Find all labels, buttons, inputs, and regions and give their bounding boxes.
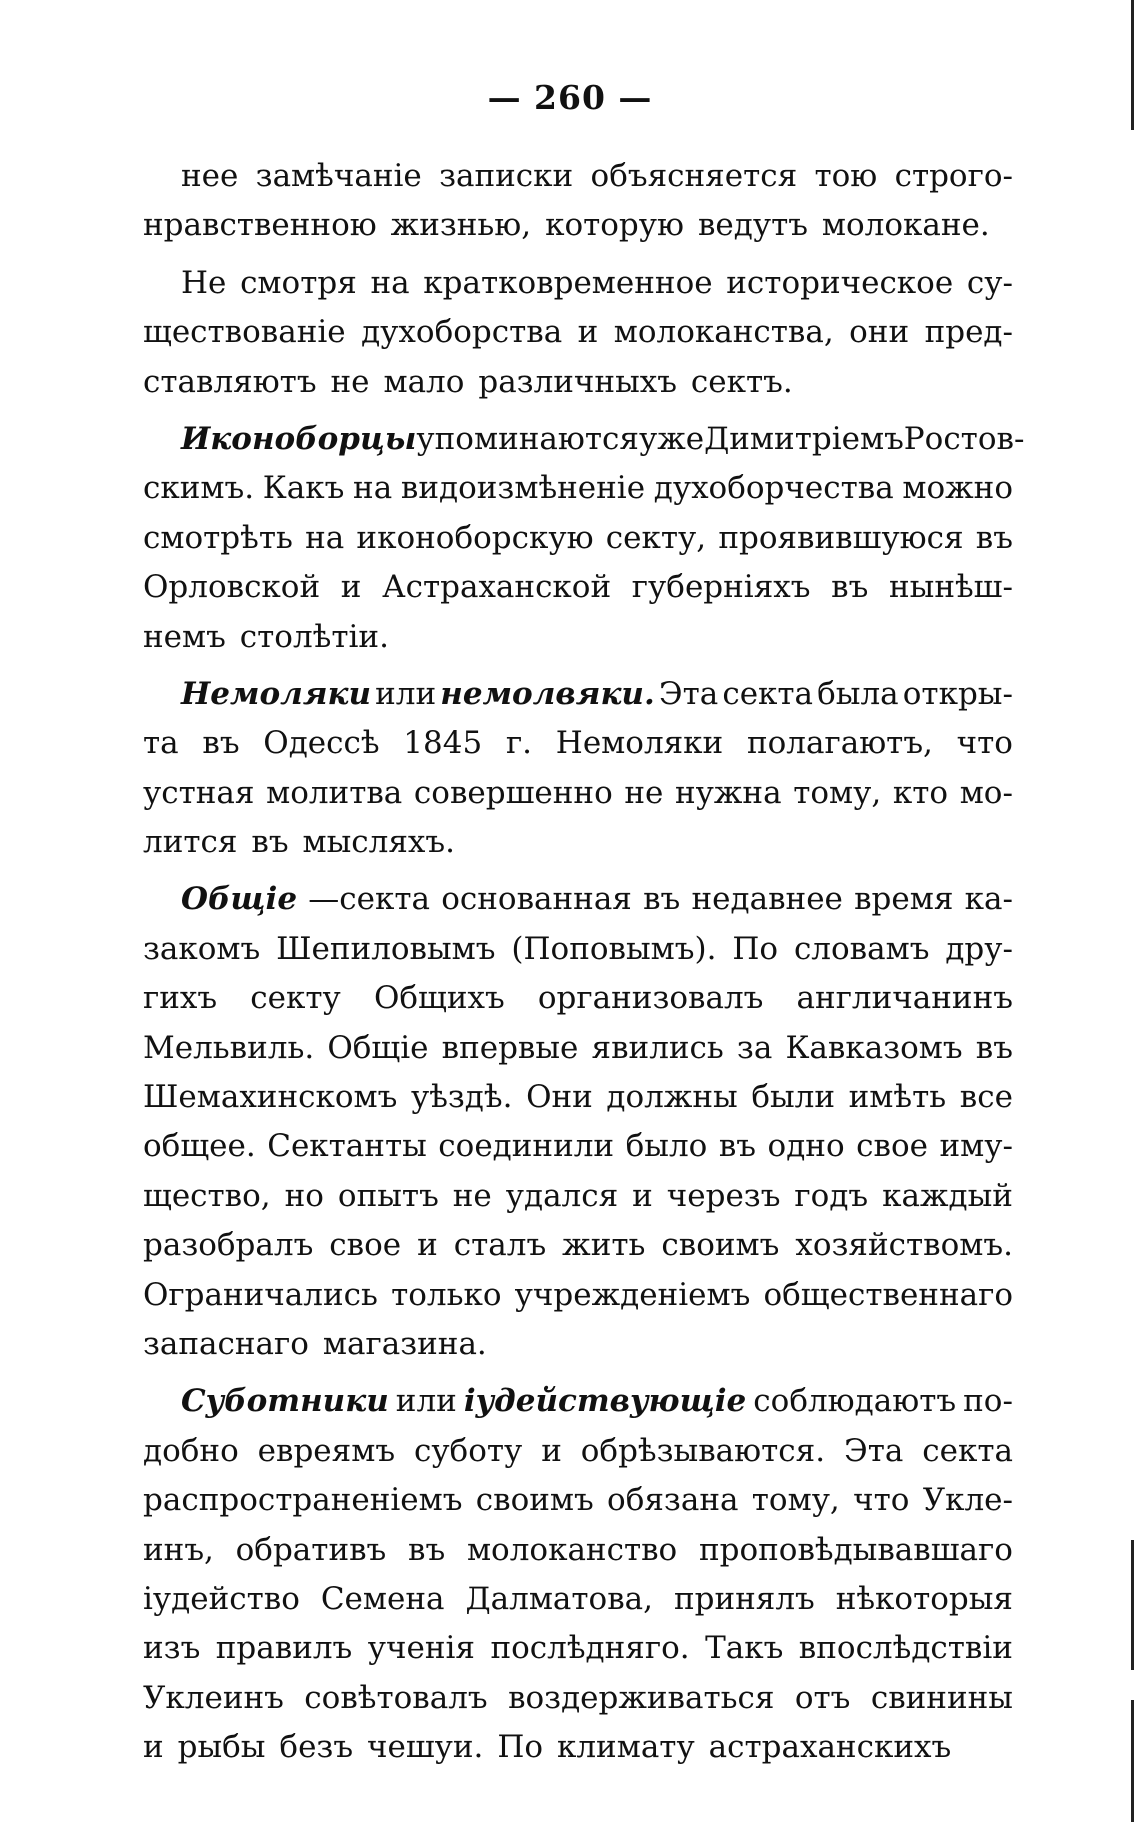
word: Одессѣ bbox=[263, 725, 380, 762]
word: не bbox=[330, 363, 370, 400]
text-line bbox=[143, 1271, 1013, 1320]
word: общественнаго bbox=[763, 1276, 1013, 1313]
word: Общіе bbox=[327, 1029, 429, 1066]
word: учрежденіемъ bbox=[514, 1276, 751, 1313]
word: организовалъ bbox=[537, 980, 764, 1017]
word: мало bbox=[383, 363, 465, 400]
word: духоборства bbox=[361, 314, 563, 351]
word: молитва bbox=[266, 774, 403, 811]
word: должны bbox=[606, 1079, 738, 1116]
word: ведутъ bbox=[697, 207, 808, 244]
word: молокане. bbox=[821, 207, 990, 244]
word: смотрѣть bbox=[143, 519, 293, 556]
word: годъ bbox=[794, 1177, 869, 1214]
word: секту, bbox=[605, 519, 707, 556]
text-line bbox=[143, 818, 1013, 867]
text-line bbox=[143, 925, 1013, 974]
word: совѣтовалъ bbox=[304, 1679, 488, 1716]
word: была bbox=[817, 675, 899, 712]
word: одно bbox=[767, 1128, 845, 1165]
word: Мельвиль. bbox=[143, 1029, 315, 1066]
word: въ bbox=[202, 725, 240, 762]
word: 1845 bbox=[403, 725, 483, 762]
word: въ bbox=[643, 881, 681, 918]
emphasized-term: Общіе bbox=[181, 881, 298, 918]
word: рыбы bbox=[177, 1729, 266, 1766]
word: послѣдняго. bbox=[490, 1630, 690, 1667]
text-line bbox=[143, 152, 1013, 201]
word: что bbox=[956, 725, 1013, 762]
word: принялъ bbox=[673, 1580, 815, 1617]
word: гихъ bbox=[143, 980, 218, 1017]
scan-edge-mark bbox=[1131, 0, 1134, 130]
word: ществованіе bbox=[143, 314, 346, 351]
word: было bbox=[625, 1128, 708, 1165]
word: которую bbox=[545, 207, 685, 244]
word: записки bbox=[439, 158, 574, 194]
word: Эта bbox=[843, 1432, 904, 1469]
word: имѣть bbox=[848, 1079, 947, 1116]
word: впослѣдствіи bbox=[798, 1630, 1013, 1667]
word: замѣчаніе bbox=[255, 158, 422, 194]
word: Эта bbox=[658, 675, 719, 712]
word: нужна bbox=[675, 774, 782, 811]
word: каждый bbox=[882, 1177, 1013, 1214]
word: Ростов- bbox=[903, 420, 1025, 457]
word: разобралъ bbox=[143, 1227, 314, 1264]
word: ученія bbox=[367, 1630, 475, 1667]
word: Кавказомъ bbox=[785, 1029, 963, 1066]
word: Семена bbox=[320, 1580, 445, 1617]
text-line bbox=[143, 1172, 1013, 1221]
word: въ bbox=[975, 519, 1013, 556]
word: Шемахинскомъ bbox=[143, 1079, 398, 1116]
text-line bbox=[143, 308, 1013, 357]
word: воздерживаться bbox=[508, 1679, 775, 1716]
word: уѣздѣ. bbox=[410, 1079, 513, 1116]
emphasized-term: немолвяки. bbox=[440, 675, 655, 712]
paragraph bbox=[143, 259, 1013, 407]
paragraph bbox=[143, 152, 1013, 251]
paragraph bbox=[143, 875, 1013, 1369]
word: откры- bbox=[902, 675, 1013, 712]
word: или bbox=[375, 675, 437, 712]
word: су- bbox=[966, 264, 1013, 301]
word: можно bbox=[902, 470, 1013, 507]
word: нее bbox=[181, 158, 239, 194]
word: тому, bbox=[793, 774, 882, 811]
word: недавнее bbox=[691, 881, 843, 918]
word: безъ bbox=[279, 1729, 354, 1766]
word: Такъ bbox=[705, 1630, 784, 1667]
word: астраханскихъ bbox=[708, 1729, 952, 1766]
word: за bbox=[736, 1029, 773, 1066]
word: Укле- bbox=[922, 1482, 1013, 1519]
word: г. bbox=[505, 725, 533, 762]
word: ставляютъ bbox=[143, 363, 317, 400]
paragraph bbox=[143, 1377, 1013, 1772]
word: духоборчества bbox=[653, 470, 894, 507]
word: на bbox=[353, 470, 393, 507]
word: щество, bbox=[143, 1177, 271, 1214]
word: въ bbox=[251, 824, 289, 861]
word: черезъ bbox=[666, 1177, 781, 1214]
text-line bbox=[143, 974, 1013, 1023]
word: іудейство bbox=[143, 1580, 300, 1617]
word: свинины bbox=[870, 1679, 1013, 1716]
text-line bbox=[143, 1320, 1013, 1369]
word: (Поповымъ). bbox=[511, 930, 717, 967]
word: сектъ. bbox=[690, 363, 793, 400]
text-line bbox=[143, 514, 1013, 563]
word: ка- bbox=[964, 881, 1013, 918]
word: Астраханской bbox=[382, 569, 612, 606]
word: только bbox=[391, 1276, 502, 1313]
word: нравственною bbox=[143, 207, 377, 244]
word: въ bbox=[408, 1531, 446, 1568]
text-line bbox=[143, 613, 1013, 662]
word: въ bbox=[831, 569, 869, 606]
word: проявившуюся bbox=[718, 519, 964, 556]
word: климату bbox=[556, 1729, 695, 1766]
word: свое bbox=[329, 1227, 402, 1264]
word: Далматова, bbox=[465, 1580, 654, 1617]
word: строго- bbox=[894, 158, 1013, 194]
text-line bbox=[143, 1674, 1013, 1723]
word: жизнью, bbox=[390, 207, 532, 244]
word: инъ, bbox=[143, 1531, 214, 1568]
page-body bbox=[143, 152, 1025, 1781]
word: историческое bbox=[726, 264, 954, 301]
text-line bbox=[143, 1476, 1013, 1525]
word: были bbox=[751, 1079, 836, 1116]
text-line bbox=[143, 670, 1013, 719]
word: Ограничались bbox=[143, 1276, 378, 1313]
word: иму- bbox=[939, 1128, 1013, 1165]
word: явились bbox=[591, 1029, 724, 1066]
word: по- bbox=[963, 1383, 1013, 1420]
text-line bbox=[143, 1427, 1013, 1476]
word: на bbox=[305, 519, 345, 556]
word: нынѣш- bbox=[888, 569, 1013, 606]
word: столѣтіи. bbox=[239, 618, 389, 655]
word: Немоляки bbox=[555, 725, 724, 762]
word: не bbox=[452, 1177, 492, 1214]
word: лится bbox=[143, 824, 238, 861]
word: правилъ bbox=[215, 1630, 353, 1667]
text-line bbox=[143, 1122, 1013, 1171]
word: проповѣдывавшаго bbox=[698, 1531, 1013, 1568]
word: Сектанты bbox=[267, 1128, 427, 1165]
word: въ bbox=[718, 1128, 757, 1165]
word: закомъ bbox=[143, 930, 261, 967]
word: запаснаго bbox=[143, 1325, 309, 1362]
word: видоизмѣненіе bbox=[400, 470, 646, 507]
word: уже bbox=[638, 420, 705, 457]
word: суботу bbox=[413, 1432, 523, 1469]
word: молоканство bbox=[466, 1531, 678, 1568]
word: словамъ bbox=[793, 930, 930, 967]
word: По bbox=[497, 1729, 544, 1766]
word: опытъ bbox=[337, 1177, 439, 1214]
text-line bbox=[143, 1575, 1013, 1624]
text-line bbox=[143, 415, 1025, 464]
word: обративъ bbox=[235, 1531, 387, 1568]
emphasized-term: іудействующіе bbox=[463, 1383, 747, 1420]
word: все bbox=[959, 1079, 1013, 1116]
word: тою bbox=[814, 158, 878, 194]
word: и bbox=[577, 314, 599, 351]
text-line bbox=[143, 1526, 1013, 1575]
word: губерніяхъ bbox=[631, 569, 811, 606]
word: англичанинъ bbox=[796, 980, 1013, 1017]
paragraph bbox=[143, 670, 1013, 868]
word: Какъ bbox=[262, 470, 345, 507]
paragraph bbox=[143, 415, 1025, 662]
word: хозяйствомъ. bbox=[795, 1227, 1013, 1264]
text-line bbox=[143, 875, 1013, 924]
word: сталъ bbox=[453, 1227, 547, 1264]
text-line bbox=[143, 563, 1013, 612]
word: магазина. bbox=[322, 1325, 487, 1362]
word: пред- bbox=[924, 314, 1013, 351]
word: скимъ. bbox=[143, 470, 255, 507]
word: По bbox=[732, 930, 779, 967]
word: секта bbox=[722, 675, 814, 712]
text-line bbox=[143, 259, 1013, 308]
word: дру- bbox=[945, 930, 1013, 967]
emphasized-term: Суботники bbox=[181, 1383, 389, 1420]
text-line bbox=[143, 358, 1013, 407]
word: свое bbox=[856, 1128, 928, 1165]
word: чешуи. bbox=[366, 1729, 484, 1766]
word: своимъ bbox=[475, 1482, 594, 1519]
word: соединили bbox=[438, 1128, 615, 1165]
text-line bbox=[143, 769, 1013, 818]
word: различныхъ bbox=[478, 363, 677, 400]
word: время bbox=[854, 881, 954, 918]
text-line bbox=[143, 1377, 1013, 1426]
word: полагаютъ, bbox=[746, 725, 933, 762]
word: секта bbox=[922, 1432, 1013, 1469]
word: и bbox=[143, 1729, 164, 1766]
word: и bbox=[541, 1432, 562, 1469]
word: мысляхъ. bbox=[302, 824, 455, 861]
word: своимъ bbox=[661, 1227, 780, 1264]
emphasized-term: Иконоборцы bbox=[181, 420, 417, 457]
text-line bbox=[143, 1073, 1013, 1122]
scan-edge-mark bbox=[1131, 1700, 1134, 1822]
word: Димитріемъ bbox=[704, 420, 904, 457]
word: впервые bbox=[441, 1029, 579, 1066]
word: въ bbox=[975, 1029, 1013, 1066]
word: добно bbox=[143, 1432, 239, 1469]
word: евреямъ bbox=[257, 1432, 396, 1469]
word: объясняется bbox=[590, 158, 798, 194]
word: устная bbox=[143, 774, 255, 811]
word: жить bbox=[562, 1227, 646, 1264]
word: Уклеинъ bbox=[143, 1679, 284, 1716]
word: Орловской bbox=[143, 569, 321, 606]
word: изъ bbox=[143, 1630, 201, 1667]
word: секту bbox=[250, 980, 341, 1017]
text-line bbox=[143, 719, 1013, 768]
word: отъ bbox=[794, 1679, 851, 1716]
text-line bbox=[143, 1723, 1013, 1772]
word: они bbox=[849, 314, 910, 351]
word: Общихъ bbox=[373, 980, 505, 1017]
word: и bbox=[417, 1227, 438, 1264]
word: кратковременное bbox=[423, 264, 713, 301]
word: распространеніемъ bbox=[143, 1482, 463, 1519]
text-line bbox=[143, 1624, 1013, 1673]
word: Шепиловымъ bbox=[276, 930, 496, 967]
word: обязана bbox=[607, 1482, 739, 1519]
word: —секта bbox=[308, 881, 430, 918]
word: не bbox=[624, 774, 664, 811]
word: удался bbox=[505, 1177, 619, 1214]
word: и bbox=[632, 1177, 653, 1214]
word: совершенно bbox=[413, 774, 613, 811]
scan-edge-mark bbox=[1131, 1540, 1134, 1670]
word: на bbox=[370, 264, 410, 301]
word: Не bbox=[181, 264, 227, 301]
page-number: — 260 — bbox=[487, 78, 653, 117]
word: обрѣзываются. bbox=[580, 1432, 826, 1469]
word: или bbox=[395, 1383, 457, 1420]
word: тому, bbox=[751, 1482, 840, 1519]
word: что bbox=[853, 1482, 910, 1519]
word: кто bbox=[892, 774, 949, 811]
word: нѣкоторыя bbox=[835, 1580, 1013, 1617]
word: упоминаются bbox=[416, 420, 639, 457]
text-line bbox=[143, 201, 1013, 250]
word: молоканства, bbox=[613, 314, 834, 351]
word: основанная bbox=[441, 881, 632, 918]
word: но bbox=[284, 1177, 324, 1214]
text-line bbox=[143, 1221, 1013, 1270]
emphasized-term: Немоляки bbox=[181, 675, 372, 712]
text-line bbox=[143, 464, 1013, 513]
word: мо- bbox=[959, 774, 1013, 811]
word: соблюдаютъ bbox=[753, 1383, 957, 1420]
word: смотря bbox=[240, 264, 357, 301]
word: та bbox=[143, 725, 179, 762]
word: и bbox=[340, 569, 362, 606]
word: иконоборскую bbox=[356, 519, 594, 556]
text-line bbox=[143, 1024, 1013, 1073]
word: Они bbox=[526, 1079, 593, 1116]
word: немъ bbox=[143, 618, 226, 655]
word: общее. bbox=[143, 1128, 256, 1165]
